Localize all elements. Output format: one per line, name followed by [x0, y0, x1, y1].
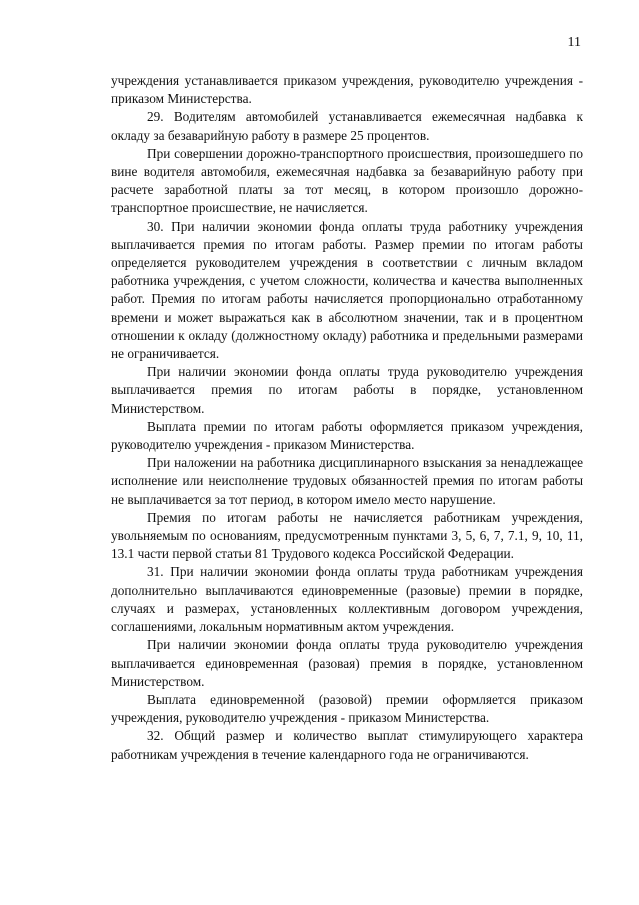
paragraph: При наложении на работника дисциплинарного взыскания за ненадлежащее исполнение или неисполнение трудовых обязанностей премия по итогам работы не выплачивается за тот период, в котором имело место нарушение.: [111, 455, 583, 507]
paragraph: Выплата единовременной (разовой) премии оформляется приказом учреждения, руководителю учреждения - приказом Министерства.: [111, 691, 583, 726]
document-body: [111, 72, 583, 764]
paragraph: учреждения устанавливается приказом учреждения, руководителю учреждения - приказом Министерства.: [111, 73, 583, 107]
paragraph: Выплата премии по итогам работы оформляется приказом учреждения, руководителю учреждения - приказом Министерства.: [111, 418, 583, 453]
paragraph: 31. При наличии экономии фонда оплаты труда работникам учреждения дополнительно выплачиваются единовременные (разовые) премии в порядке, случаях и размерах, установленных коллективным договором учреждения, соглашениями, локальным нормативным актом учреждения.: [111, 564, 583, 635]
paragraph: 29. Водителям автомобилей устанавливается ежемесячная надбавка к окладу за безаварийную работу в размере 25 процентов.: [111, 109, 583, 143]
paragraph: При наличии экономии фонда оплаты труда руководителю учреждения выплачивается премия по итогам работы в порядке, установленном Министерством.: [111, 364, 583, 416]
paragraph: 30. При наличии экономии фонда оплаты труда работнику учреждения выплачивается премия по итогам работы. Размер премии по итогам работы определяется руководителем учреждения в соответствии с личным вкладом работника учреждения, с учетом сложности, количества и качества выполненных работ. Премия по итогам работы начисляется пропорционально отработанному времени и может выражаться как в абсолютном значении, так и в процентном отношении к окладу (должностному окладу) работника и предельными размерами не ограничивается.: [111, 218, 583, 362]
page-number: 11: [567, 35, 581, 50]
paragraph: При наличии экономии фонда оплаты труда руководителю учреждения выплачивается единовременная (разовая) премия в порядке, установленном Министерством.: [111, 637, 583, 689]
paragraph: 32. Общий размер и количество выплат стимулирующего характера работникам учреждения в течение календарного года не ограничиваются.: [111, 728, 583, 762]
paragraph: При совершении дорожно-транспортного происшествия, произошедшего по вине водителя автомобиля, ежемесячная надбавка за безаварийную работу при расчете заработной платы за тот месяц, в котором произошло дорожно-транспортное происшествие, не начисляется.: [111, 145, 583, 216]
paragraph: Премия по итогам работы не начисляется работникам учреждения, увольняемым по основаниям, предусмотренным пунктами 3, 5, 6, 7, 7.1, 9, 10, 11, 13.1 части первой статьи 81 Трудового кодекса Российской Федерации.: [111, 509, 583, 562]
